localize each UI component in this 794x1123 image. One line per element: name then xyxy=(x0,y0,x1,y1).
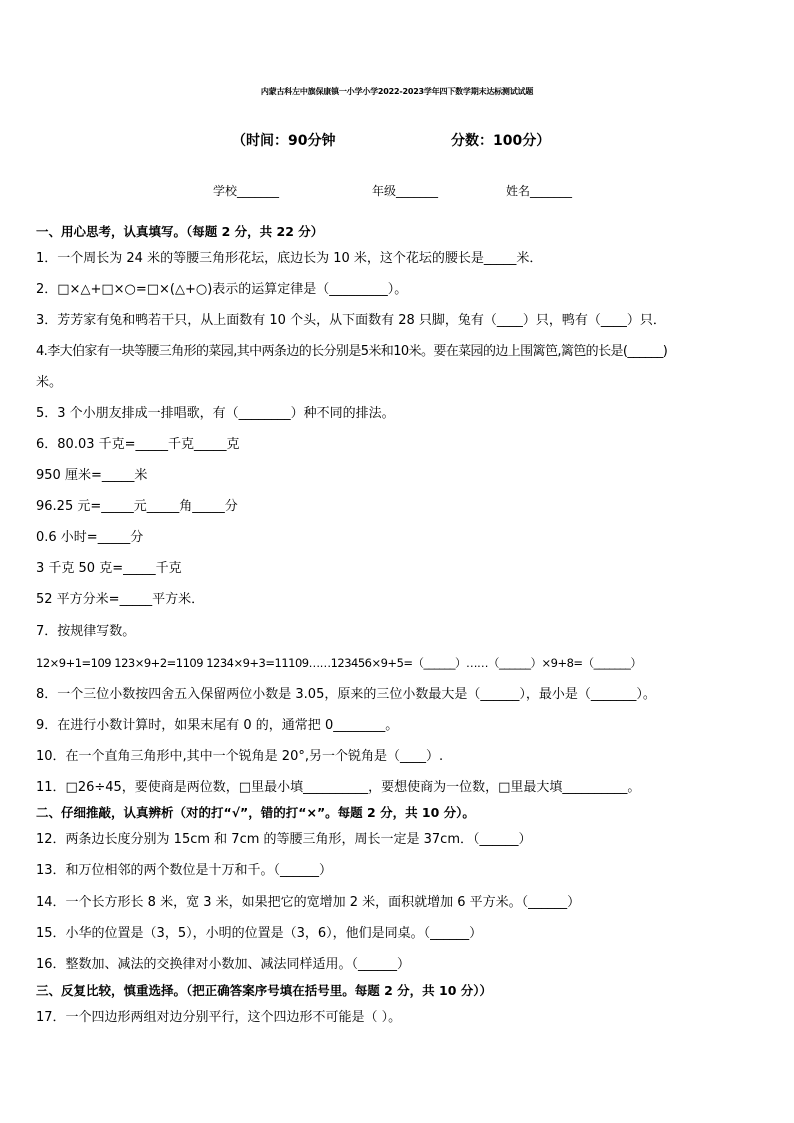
exam-title: 内蒙古科左中旗保康镇一小学小学2022-2023学年四下数学期末达标测试试题 xyxy=(260,87,534,96)
question-7-pattern: 12×9+1=109 123×9+2=1109 1234×9+3=11109……123456×9+5=（______）……（______）×9+8=（_______） xyxy=(36,656,642,670)
question-2: 2．□×△+□×○=□×(△+○)表示的运算定律是（_________）。 xyxy=(36,282,408,297)
question-6-f: 52 平方分米=_____平方米． xyxy=(36,592,205,607)
question-1: 1．一个周长为 24 米的等腰三角形花坛，底边长为 10 米，这个花坛的腰长是_____米． xyxy=(36,251,543,266)
question-3: 3．芳芳家有兔和鸭若干只，从上面数有 10 个头，从下面数有 28 只脚，兔有（____）只，鸭有（____）只． xyxy=(36,313,666,328)
question-6-b: 950 厘米=_____米 xyxy=(36,468,148,483)
question-12: 12．两条边长度分别为 15cm 和 7cm 的等腰三角形，周长一定是 37cm．（______） xyxy=(36,832,532,847)
question-6-c: 96.25 元=_____元_____角_____分 xyxy=(36,499,238,514)
question-9: 9．在进行小数计算时，如果末尾有 0 的，通常把 0________。 xyxy=(36,718,399,733)
question-6: 6．80.03 千克=_____千克_____克 xyxy=(36,437,240,452)
school-field: 学校_______ xyxy=(213,184,280,198)
question-14: 14．一个长方形长 8 米，宽 3 米，如果把它的宽增加 2 米，面积就增加 6 平方米。（______） xyxy=(36,895,581,910)
question-11: 11．□26÷45，要使商是两位数，□里最小填__________，要想使商为一位数，□里最大填__________。 xyxy=(36,780,641,795)
question-6-d: 0.6 小时=_____分 xyxy=(36,530,144,545)
section-2-heading: 二、仔细推敲，认真辨析（对的打“√”，错的打“×”。每题 2 分，共 10 分）。 xyxy=(36,805,475,820)
question-4-cont: 米。 xyxy=(36,375,63,390)
grade-field: 年级_______ xyxy=(372,184,439,198)
section-3-heading: 三、反复比较，慎重选择。（把正确答案序号填在括号里。每题 2 分，共 10 分）） xyxy=(36,983,493,998)
question-7: 7．按规律写数。 xyxy=(36,624,136,639)
question-4: 4.李大伯家有一块等腰三角形的菜园,其中两条边的长分别是5米和10米。要在菜园的边上围篱笆,篱笆的长是(______) xyxy=(36,344,668,359)
exam-time: （时间：90分钟 xyxy=(232,133,336,149)
name-field: 姓名_______ xyxy=(506,184,573,198)
question-17: 17．一个四边形两组对边分别平行，这个四边形不可能是（ ）。 xyxy=(36,1010,402,1025)
section-1-heading: 一、用心思考，认真填写。（每题 2 分，共 22 分） xyxy=(36,224,324,239)
question-8: 8．一个三位小数按四舍五入保留两位小数是 3.05，原来的三位小数最大是（______），最小是（_______）。 xyxy=(36,687,656,702)
question-16: 16．整数加、减法的交换律对小数加、减法同样适用。（______） xyxy=(36,957,411,972)
question-13: 13．和万位相邻的两个数位是十万和千。（______） xyxy=(36,863,333,878)
question-10: 10．在一个直角三角形中,其中一个锐角是 20°,另一个锐角是（____）. xyxy=(36,749,444,764)
exam-score: 分数：100分） xyxy=(451,133,551,149)
question-15: 15．小华的位置是（3，5），小明的位置是（3，6），他们是同桌。（______） xyxy=(36,926,483,941)
question-5: 5．3 个小朋友排成一排唱歌，有（________）种不同的排法。 xyxy=(36,406,395,421)
question-6-e: 3 千克 50 克=_____千克 xyxy=(36,561,182,576)
